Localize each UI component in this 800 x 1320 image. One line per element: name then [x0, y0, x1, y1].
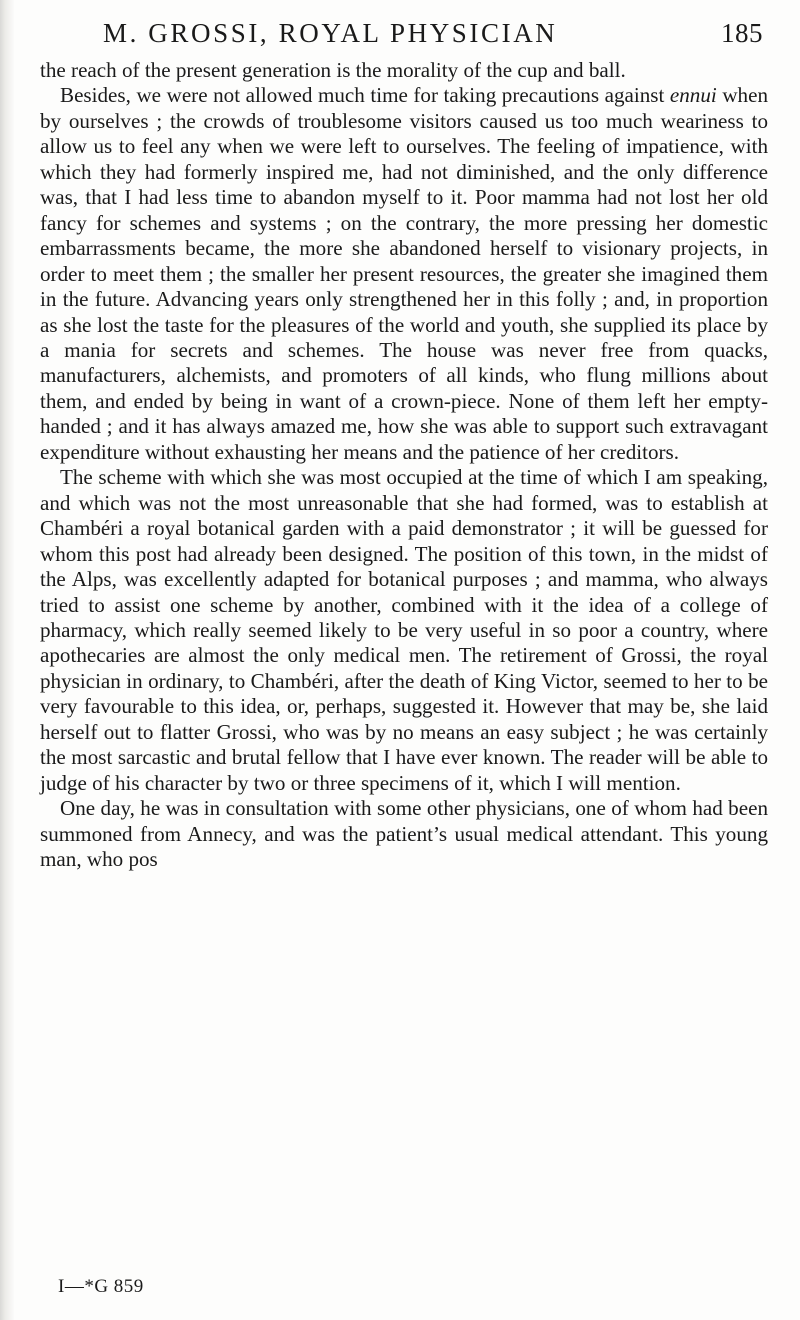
running-head: M. GROSSI, ROYAL PHYSICIAN — [103, 18, 558, 48]
italic-text: ennui — [669, 83, 717, 108]
page-header — [103, 18, 763, 54]
page-number: 185 — [721, 18, 763, 48]
paragraph-text: when by ourselves ; the crowds of troublesome visitors caused us too much weariness to allow us to feel any when we were left to ourselves. The feeling of impatience, with which they had formerly inspired me, had not diminished, and the only difference was, that I had less time to abandon myself to it. Poor mamma had not lost her old fancy for schemes and systems ; on the contrary, the more pressing her domestic embarrassments became, the more she abandoned herself to visionary projects, in order to meet them ; the smaller her present resources, the greater she imagined them in the future. Advancing years only strengthened her in this folly ; and, in proportion as she lost the taste for the pleasures of the world and youth, she supplied its place by a mania for secrets and schemes. The house was never free from quacks, manufacturers, alchemists, and promoters of all kinds, who flung millions about them, and ended by being in want of a crown-piece. None of them left her empty-handed ; and it has always amazed me, how she was able to support such extravagant expenditure without exhausting her means and the patience of her creditors. — [40, 83, 769, 464]
paragraph — [40, 465, 768, 796]
page-gutter-shadow — [0, 0, 14, 1320]
paragraph — [40, 58, 768, 83]
paragraph-text: the reach of the present generation is the morality of the cup and ball. — [40, 58, 626, 82]
body-text — [40, 58, 768, 873]
paragraph-text: Besides, we were not allowed much time for taking precautions against — [60, 83, 670, 108]
paragraph — [40, 83, 768, 465]
paragraph-text: One day, he was in consultation with some other physicians, one of whom had been summoned from Annecy, and was the patient’s usual medical attendant. This young man, who pos — [40, 796, 768, 872]
printer-signature: I—*G 859 — [58, 1276, 144, 1297]
paragraph-text: The scheme with which she was most occupied at the time of which I am speaking, and which was not the most unreasonable that she had formed, was to establish at Chambéri a royal botanical garden with a paid demonstrator ; it will be guessed for whom this post had already been designed. The position of this town, in the midst of the Alps, was excellently adapted for botanical purposes ; and mamma, who always tried to assist one scheme by another, combined with it the idea of a college of pharmacy, which really seemed likely to be very useful in so poor a country, where apothecaries are almost the only medical men. The retirement of Grossi, the royal physician in ordinary, to Chambéri, after the death of King Victor, seemed to her to be very favourable to this idea, or, perhaps, suggested it. However that may be, she laid herself out to flatter Grossi, who was by no means an easy subject ; he was certainly the most sarcastic and brutal fellow that I have ever known. The reader will be able to judge of his character by two or three specimens of it, which I will mention. — [40, 465, 768, 795]
paragraph — [40, 796, 768, 872]
